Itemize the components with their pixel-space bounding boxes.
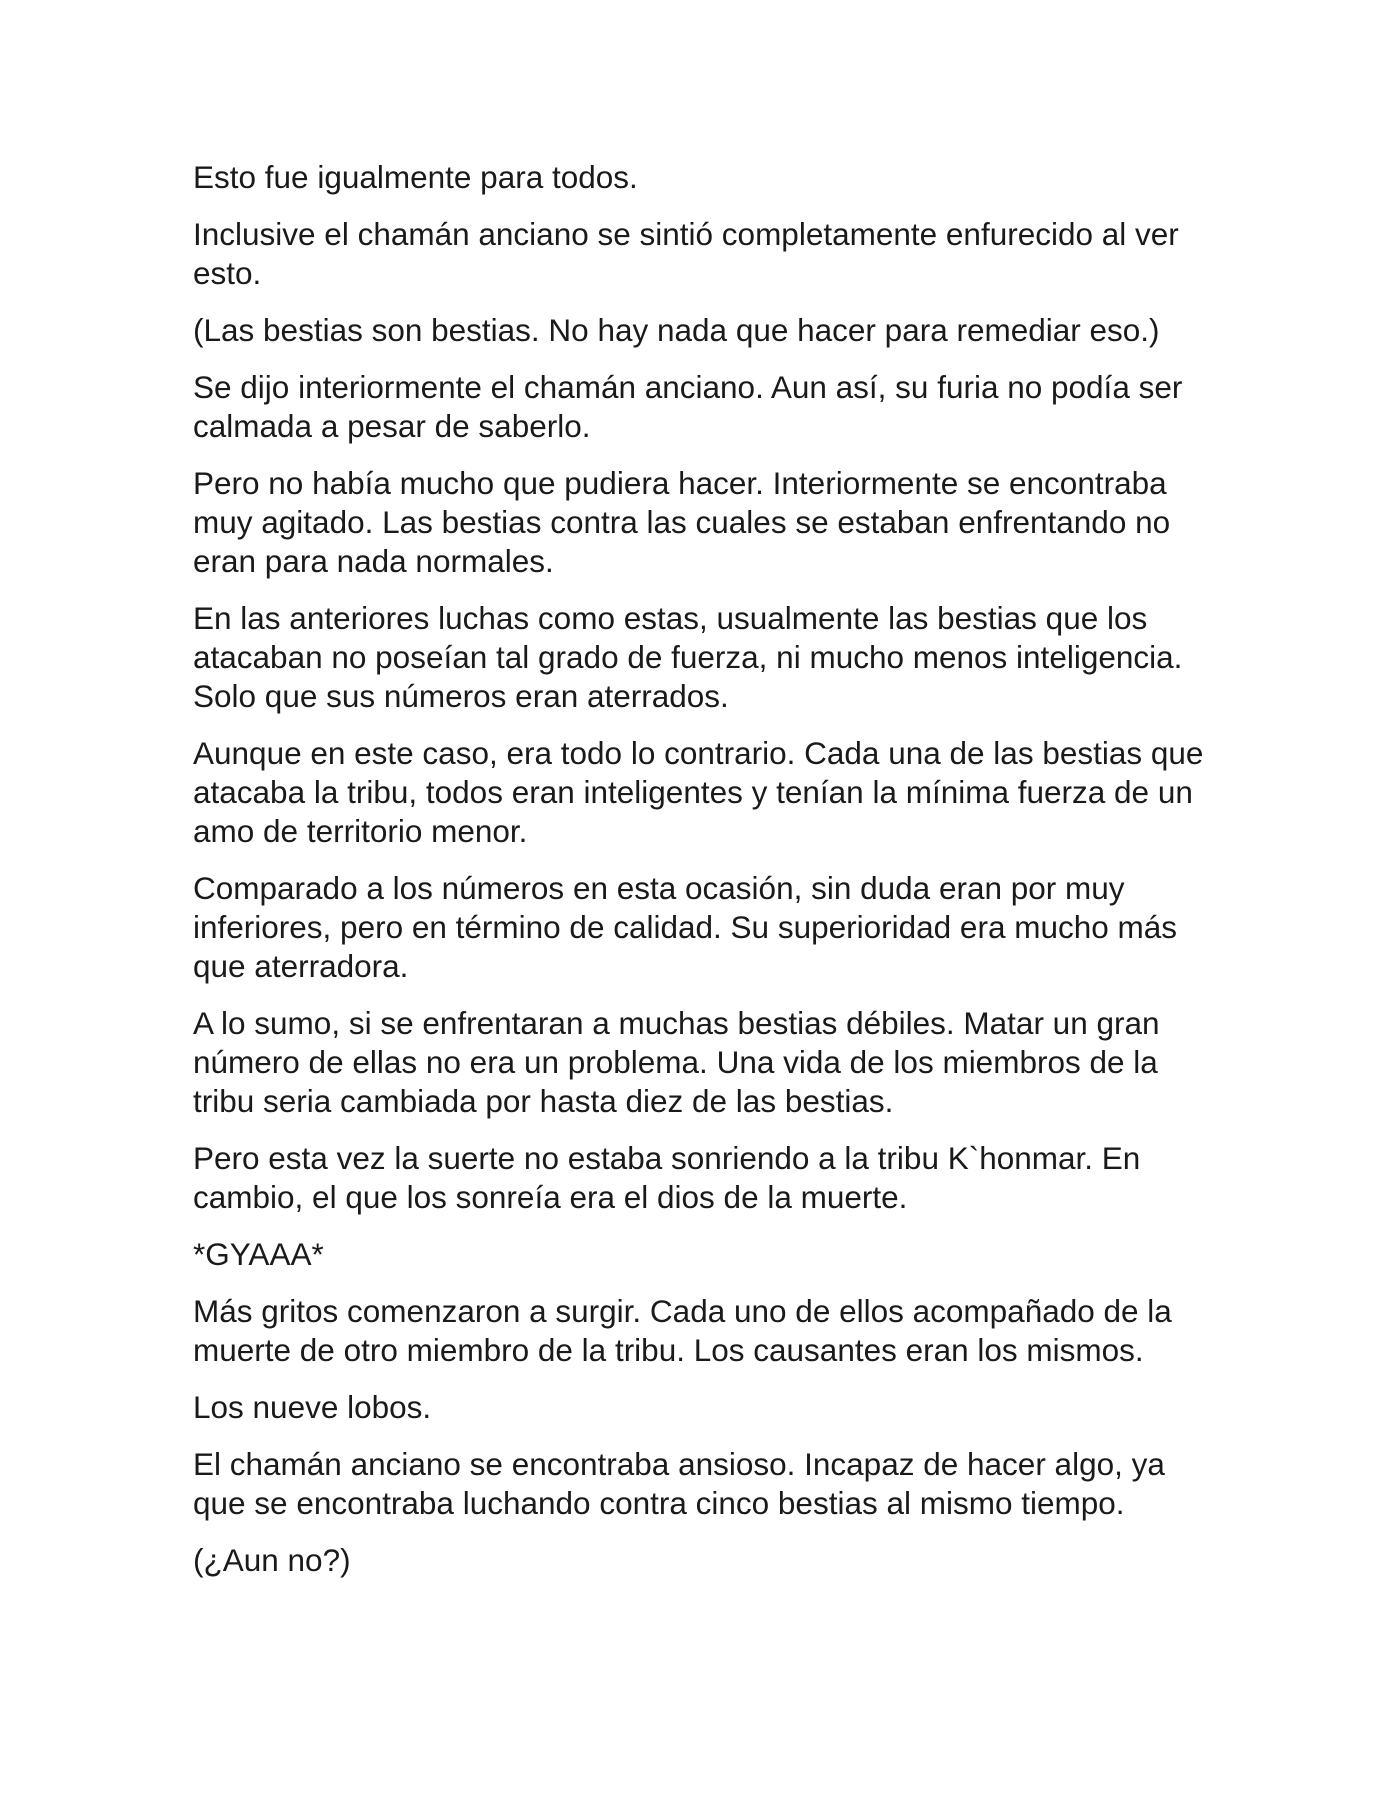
- paragraph-6: En las anteriores luchas como estas, usualmente las bestias que los atacaban no poseían tal grado de fuerza, ni mucho menos inteligencia. Solo que sus números eran aterrados.: [193, 600, 1183, 714]
- paragraph-3: (Las bestias son bestias. No hay nada que hacer para remediar eso.): [193, 312, 1160, 348]
- paragraph-2: Inclusive el chamán anciano se sintió completamente enfurecido al ver esto.: [193, 216, 1179, 291]
- paragraph-5: Pero no había mucho que pudiera hacer. Interiormente se encontraba muy agitado. Las bestias contra las cuales se estaban enfrentando no eran para nada normales.: [193, 465, 1171, 579]
- paragraph-7: Aunque en este caso, era todo lo contrario. Cada una de las bestias que atacaba la tribu, todos eran inteligentes y tenían la mínima fuerza de un amo de territorio menor.: [193, 735, 1204, 849]
- paragraph-1: Esto fue igualmente para todos.: [193, 159, 638, 195]
- paragraph-4: Se dijo interiormente el chamán anciano. Aun así, su furia no podía ser calmada a pesar de saberlo.: [193, 369, 1183, 444]
- paragraph-10: Pero esta vez la suerte no estaba sonriendo a la tribu K`honmar. En cambio, el que los sonreía era el dios de la muerte.: [193, 1140, 1141, 1215]
- paragraph-11: *GYAAA*: [193, 1236, 324, 1272]
- paragraph-14: El chamán anciano se encontraba ansioso. Incapaz de hacer algo, ya que se encontraba luchando contra cinco bestias al mismo tiempo.: [193, 1446, 1165, 1521]
- paragraph-13: Los nueve lobos.: [193, 1389, 432, 1425]
- document-page: [193, 158, 1223, 1598]
- paragraph-12: Más gritos comenzaron a surgir. Cada uno de ellos acompañado de la muerte de otro miembro de la tribu. Los causantes eran los mismos.: [193, 1293, 1172, 1368]
- paragraph-15: (¿Aun no?): [193, 1542, 351, 1578]
- paragraph-9: A lo sumo, si se enfrentaran a muchas bestias débiles. Matar un gran número de ellas no era un problema. Una vida de los miembros de la tribu seria cambiada por hasta diez de las bestias.: [193, 1005, 1160, 1119]
- paragraph-8: Comparado a los números en esta ocasión, sin duda eran por muy inferiores, pero en término de calidad. Su superioridad era mucho más que aterradora.: [193, 870, 1178, 984]
